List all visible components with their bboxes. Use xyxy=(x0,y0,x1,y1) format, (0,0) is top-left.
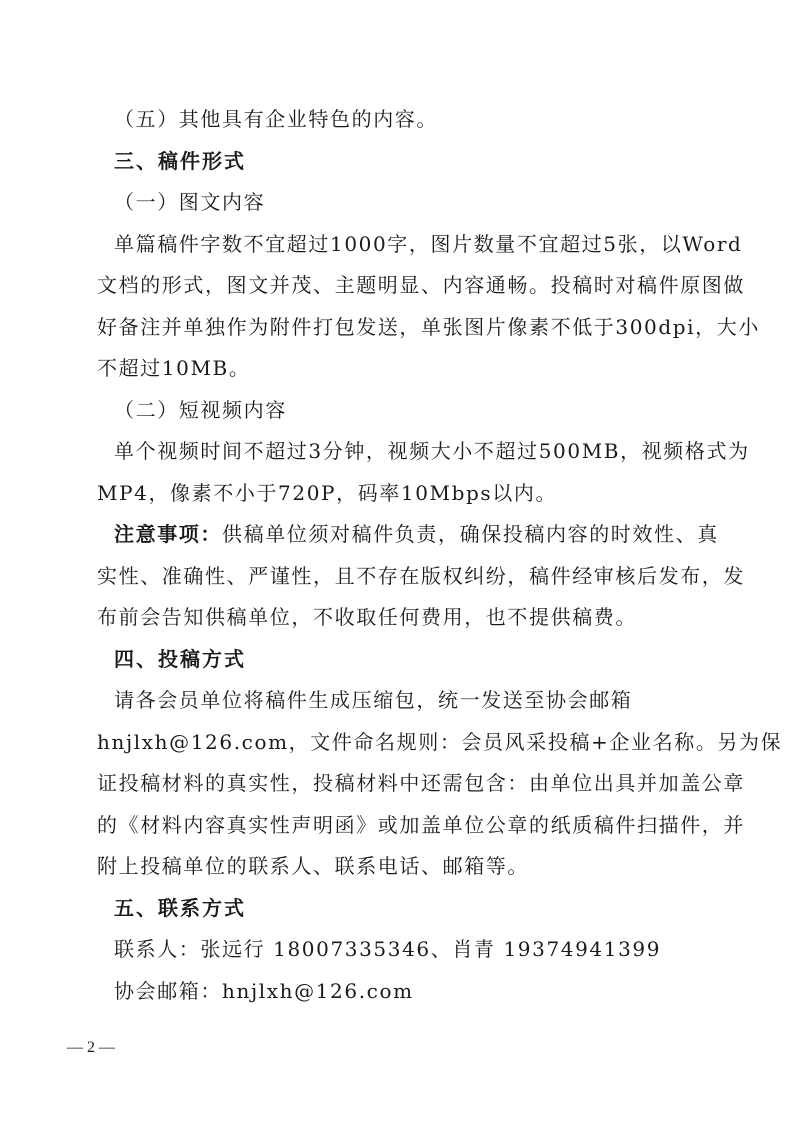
contact-email: 协会邮箱：hnjlxh@126.com xyxy=(114,979,414,1003)
paragraph-submission-line-2: hnjlxh@126.com，文件命名规则：会员风采投稿+企业名称。另为保 xyxy=(97,730,783,754)
paragraph-video-line-2: MP4，像素不小于720P，码率10Mbps以内。 xyxy=(97,481,558,505)
notice-line-3: 布前会告知供稿单位，不收取任何费用，也不提供稿费。 xyxy=(97,605,637,629)
paragraph-image-text-line-3: 好备注并单独作为附件打包发送，单张图片像素不低于300dpi，大小 xyxy=(97,315,760,339)
paragraph-video-line-1: 单个视频时间不超过3分钟，视频大小不超过500MB，视频格式为 xyxy=(114,439,750,463)
notice-line-2: 实性、准确性、严谨性，且不存在版权纠纷，稿件经审核后发布，发 xyxy=(97,564,745,588)
contact-persons: 联系人：张远行 18007335346、肖青 19374941399 xyxy=(114,937,662,961)
paragraph-submission-line-5: 附上投稿单位的联系人、联系电话、邮箱等。 xyxy=(97,854,529,878)
paragraph-submission-line-1: 请各会员单位将稿件生成压缩包，统一发送至协会邮箱 xyxy=(114,688,633,712)
section-four-heading: 四、投稿方式 xyxy=(114,647,246,671)
paragraph-submission-line-4: 的《材料内容真实性声明函》或加盖单位公章的纸质稿件扫描件，并 xyxy=(97,813,745,837)
paragraph-image-text-line-1: 单篇稿件字数不宜超过1000字，图片数量不宜超过5张，以Word xyxy=(114,232,743,256)
notice-label: 注意事项： xyxy=(114,522,222,546)
subsection-short-video-heading: （二）短视频内容 xyxy=(114,398,287,422)
section-five-heading: 五、联系方式 xyxy=(114,896,246,920)
notice-text-1: 供稿单位须对稿件负责，确保投稿内容的时效性、真 xyxy=(222,522,719,546)
paragraph-image-text-line-2: 文档的形式，图文并茂、主题明显、内容通畅。投稿时对稿件原图做 xyxy=(97,273,745,297)
page-number: — 2 — xyxy=(67,1039,115,1056)
paragraph-submission-line-3: 证投稿材料的真实性，投稿材料中还需包含：由单位出具并加盖公章 xyxy=(97,771,745,795)
paragraph-image-text-line-4: 不超过10MB。 xyxy=(97,356,251,380)
notice-line-1 xyxy=(114,521,719,547)
subsection-image-text-heading: （一）图文内容 xyxy=(114,190,266,214)
item-five-text: （五）其他具有企业特色的内容。 xyxy=(114,107,438,131)
section-three-heading: 三、稿件形式 xyxy=(114,149,246,173)
